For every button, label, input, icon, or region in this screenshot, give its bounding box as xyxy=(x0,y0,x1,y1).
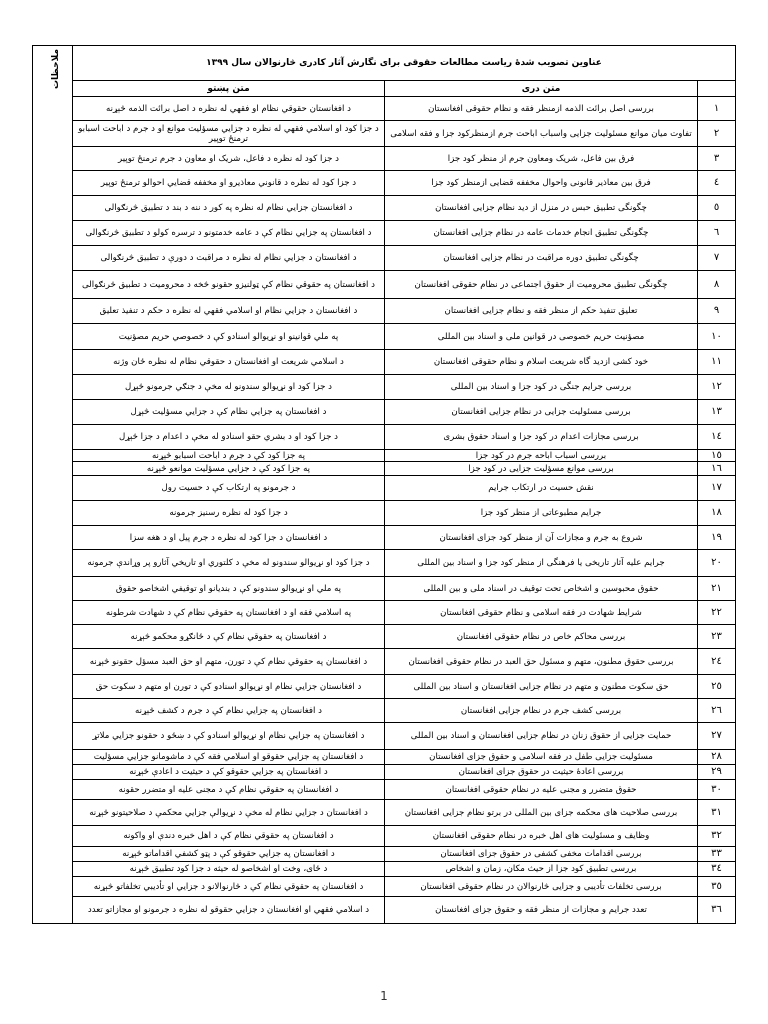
pashto-title-cell: د افغانستان د جزايي نظام او اسلامي فقهي له نظره د حکم د تنفيذ تعليق xyxy=(73,299,385,324)
row-number-cell: ٥ xyxy=(698,196,736,221)
dari-title-cell: شرایط شهادت در فقه اسلامی و نظام حقوقی افغانستان xyxy=(385,601,698,625)
dari-title-cell: بررسی تخلفات تأدیبی و جزایی څارنوالان در نظام حقوقی افغانستان xyxy=(385,877,698,897)
dari-title-cell: بررسی اسباب اباحه جرم در کود جزا xyxy=(385,450,698,462)
table-row xyxy=(33,121,736,147)
pashto-title-cell: د افغانستان په حقوقي نظام کې ټولنيزو حقونو څخه د محروميت د تطبيق څرنګوالی xyxy=(73,271,385,299)
pashto-title-cell: د افغانستان په جزايي نظام کې د جرم د کشف څېړنه xyxy=(73,699,385,723)
table-row xyxy=(33,847,736,862)
pashto-title-cell: د جزا کود او نړيوالو سندونو له مخې د کلتوري او تاريخي آثارو پر وړاندې جرمونه xyxy=(73,550,385,577)
table-row xyxy=(33,625,736,649)
table-row xyxy=(33,476,736,501)
pashto-title-cell: د جزا کود او د بشري حقو اسنادو له مخې د اعدام د جزا څېړل xyxy=(73,425,385,450)
row-number-cell: ۱۸ xyxy=(698,501,736,526)
table-row xyxy=(33,97,736,121)
dari-title-cell: مصؤنیت حریم خصوصی در قوانین ملی و اسناد بین المللی xyxy=(385,324,698,350)
pashto-title-cell: د افغانستان په حقوقي نظام کې د تورن، متهم او حق العبد مسؤل حقونو څېړنه xyxy=(73,649,385,675)
table-row xyxy=(33,171,736,196)
dari-title-cell: بررسی اصل برائت الذمه ازمنظر فقه و نظام حقوقی افغانستان xyxy=(385,97,698,121)
row-number-cell: ۱٦ xyxy=(698,462,736,476)
table-row xyxy=(33,196,736,221)
dari-title-cell: چگونگی تطبیق حبس در منزل از دید نظام جزایی افغانستان xyxy=(385,196,698,221)
pashto-title-cell: د افغانستان په جزايي حقوقو کې د حيثيت د اعادې څېړنه xyxy=(73,765,385,780)
pashto-title-cell: د افغانستان په جزايي حقوقو او اسلامي فقه کې د ماشومانو جزايي مسؤليت xyxy=(73,750,385,765)
dari-title-cell: بررسی اقدامات مخفی کشفی در حقوق جزای افغانستان xyxy=(385,847,698,862)
pashto-title-cell: د افغانستان په حقوقي نظام کې د ځانګړو محکمو څېړنه xyxy=(73,625,385,649)
pashto-title-cell: د ځای، وخت او اشخاصو له حيثه د جزا کود تطبيق څېړنه xyxy=(73,862,385,877)
table-title: عناوین تصویب شدهٔ ریاست مطالعات حقوقی برای نگارش آثار کادری څارنوالان سال ۱۳۹۹ xyxy=(73,46,736,81)
remarks-header: ملاحظات xyxy=(51,48,62,90)
dari-title-cell: بررسی کشف جرم در نظام جزایی افغانستان xyxy=(385,699,698,723)
pashto-title-cell: د افغانستان د جزا کود له نظره د جرم پيل او د هغه سزا xyxy=(73,526,385,550)
pashto-title-cell: په جزا کود کې د جرم د اباحت اسبابو څېړنه xyxy=(73,450,385,462)
row-number-cell: ۲۹ xyxy=(698,765,736,780)
pashto-title-cell: د جزا کود او نړيوالو سندونو له مخې د جنګي جرمونو څېړل xyxy=(73,375,385,400)
dari-title-cell: تعدد جرایم و مجازات از منظر فقه و حقوق جزای افغانستان xyxy=(385,897,698,924)
pashto-title-cell: په جزا کود کې د جزايي مسؤليت موانعو څېړنه xyxy=(73,462,385,476)
table-row xyxy=(33,826,736,847)
dari-title-cell: چگونگی تطبیق محرومیت از حقوق اجتماعی در نظام حقوقی افغانستان xyxy=(385,271,698,299)
table-row xyxy=(33,601,736,625)
table-row xyxy=(33,800,736,826)
table-row xyxy=(33,299,736,324)
row-number-cell: ۲٤ xyxy=(698,649,736,675)
titles-table xyxy=(32,45,736,924)
table-row xyxy=(33,765,736,780)
row-number-cell: ۲۰ xyxy=(698,550,736,577)
table-row xyxy=(33,877,736,897)
dari-title-cell: شروع به جرم و مجازات آن از منظر کود جزای افغانستان xyxy=(385,526,698,550)
row-number-cell: ۱۳ xyxy=(698,400,736,425)
pashto-title-cell: د افغانستان په حقوقي نظام کې د مجنی عليه او متضرر حقونه xyxy=(73,780,385,800)
row-number-cell: ٦ xyxy=(698,221,736,246)
table-row xyxy=(33,400,736,425)
row-number-cell: ۲۸ xyxy=(698,750,736,765)
row-number-cell: ۹ xyxy=(698,299,736,324)
row-number-cell: ۲۲ xyxy=(698,601,736,625)
row-number-cell: ۱۹ xyxy=(698,526,736,550)
dari-title-cell: بررسی صلاحیت های محکمه جزای بین المللی در برتو نظام جزایی افغانستان xyxy=(385,800,698,826)
pashto-title-cell: د جزا کود له نظره رسنيز جرمونه xyxy=(73,501,385,526)
dari-title-cell: بررسی حقوق مطنون، متهم و مسئول حق العبد در نظام حقوقی افغانستان xyxy=(385,649,698,675)
pashto-title-cell: د افغانستان جزايي نظام او نړيوالو اسنادو کې د تورن او متهم د سکوت حق xyxy=(73,675,385,699)
row-number-cell: ۲ xyxy=(698,121,736,147)
row-number-cell: ۱۲ xyxy=(698,375,736,400)
row-number-cell: ۱۱ xyxy=(698,350,736,375)
pashto-title-cell: د افغانستان د جزايي نظام له مخې د نړيوالې جزايي محکمې د صلاحيتونو څېړنه xyxy=(73,800,385,826)
row-number-cell: ۳۰ xyxy=(698,780,736,800)
row-number-cell: ۳٦ xyxy=(698,897,736,924)
table-row xyxy=(33,246,736,271)
dari-title-cell: حق سکوت مطنون و متهم در نظام جزایی افغانستان و اسناد بین المللی xyxy=(385,675,698,699)
dari-title-cell: جرایم علیه آثار تاریخی یا فرهنگی از منظر کود جزا و اسناد بین المللی xyxy=(385,550,698,577)
pashto-title-cell: د اسلامي فقهي او افغانستان د جزايي حقوقو له نظره د جرمونو او مجازاتو تعدد xyxy=(73,897,385,924)
dari-title-cell: حمایت جزایی از حقوق زنان در نظام جزایی افغانستان و اسناد بین المللی xyxy=(385,723,698,750)
document-page xyxy=(32,45,736,924)
table-row xyxy=(33,221,736,246)
dari-title-cell: فرق بین معاذیر قانونی واحوال مخففه قضایی ازمنظر کود جزا xyxy=(385,171,698,196)
table-row xyxy=(33,649,736,675)
pashto-title-cell: د جزا کود له نظره د فاعل، شريک او معاون د جرم ترمنځ توپير xyxy=(73,147,385,171)
dari-title-cell: بررسی اعادهٔ حیثیت در حقوق جزای افغانستان xyxy=(385,765,698,780)
row-number-cell: ۸ xyxy=(698,271,736,299)
page-number: 1 xyxy=(380,989,388,1003)
pashto-column-header: متن پښتو xyxy=(73,81,385,97)
row-number-cell: ۳۱ xyxy=(698,800,736,826)
pashto-title-cell: د افغانستان په جزايي حقوقو کې د پټو کشفي اقداماتو څېړنه xyxy=(73,847,385,862)
row-number-cell: ۲٥ xyxy=(698,675,736,699)
dari-title-cell: چگونگی تطبیق دوره مراقبت در نظام جزایی افغانستان xyxy=(385,246,698,271)
row-number-cell: ۲٦ xyxy=(698,699,736,723)
row-number-cell: ۱٥ xyxy=(698,450,736,462)
table-row xyxy=(33,425,736,450)
row-number-cell: ٤ xyxy=(698,171,736,196)
dari-title-cell: خود کشی ازدید گاه شریعت اسلام و نظام حقوقی افغانستان xyxy=(385,350,698,375)
dari-title-cell: نقش حسیت در ارتکاب جرایم xyxy=(385,476,698,501)
pashto-title-cell: د افغانستان په جزايي نظام کې د جزايي مسؤليت څېړل xyxy=(73,400,385,425)
row-number-cell: ۲۷ xyxy=(698,723,736,750)
dari-title-cell: تعلیق تنفیذ حکم از منظر فقه و نظام جزایی افغانستان xyxy=(385,299,698,324)
row-number-cell: ۳۲ xyxy=(698,826,736,847)
pashto-title-cell: د افغانستان جزايي نظام له نظره په کور د ننه د بند د تطبيق څرنګوالی xyxy=(73,196,385,221)
column-header-row xyxy=(33,81,736,97)
pashto-title-cell: د افغانستان حقوقي نظام او فقهي له نظره د اصل برائت الذمه څېړنه xyxy=(73,97,385,121)
row-number-cell: ۱۰ xyxy=(698,324,736,350)
pashto-title-cell: د افغانستان په حقوقي نظام کې د څارنوالانو د جزايي او تأديبي تخلفاتو څېړنه xyxy=(73,877,385,897)
pashto-title-cell: د افغانستان په جزايي نظام کې د عامه خدمتونو د ترسره کولو د تطبيق څرنګوالی xyxy=(73,221,385,246)
dari-title-cell: مسئولیت جزایی طفل در فقه اسلامی و حقوق جزای افغانستان xyxy=(385,750,698,765)
pashto-title-cell: په ملي قوانينو او نړيوالو اسنادو کې د خصوصي حريم مصؤنيت xyxy=(73,324,385,350)
table-row xyxy=(33,324,736,350)
row-number-cell: ۳۳ xyxy=(698,847,736,862)
dari-title-cell: بررسی محاکم خاص در نظام حقوقی افغانستان xyxy=(385,625,698,649)
dari-title-cell: فرق بین فاعل، شریک ومعاون جرم از منظر کود جزا xyxy=(385,147,698,171)
table-row xyxy=(33,897,736,924)
pashto-title-cell: د افغانستان د جزايي نظام له نظره د مراقبت د دورې د تطبيق څرنګوالی xyxy=(73,246,385,271)
row-number-cell: ۲۳ xyxy=(698,625,736,649)
dari-column-header: متن دری xyxy=(385,81,698,97)
pashto-title-cell: په ملي او نړيوالو سندونو کې د بنديانو او توقيفي اشخاصو حقوق xyxy=(73,577,385,601)
dari-title-cell: حقوق متضرر و مجنی علیه در نظام حقوقی افغانستان xyxy=(385,780,698,800)
dari-title-cell: بررسی تطبیق کود جزا از حیث مکان، زمان و اشخاص xyxy=(385,862,698,877)
pashto-title-cell: د جرمونو په ارتکاب کې د حسيت رول xyxy=(73,476,385,501)
dari-title-cell: بررسی جرایم جنگی در کود جزا و اسناد بین المللی xyxy=(385,375,698,400)
row-number-cell: ۳٥ xyxy=(698,877,736,897)
row-number-cell: ۱ xyxy=(698,97,736,121)
row-number-cell: ۱٤ xyxy=(698,425,736,450)
table-row xyxy=(33,147,736,171)
dari-title-cell: چگونگی تطبیق انجام خدمات عامه در نظام جزایی افغانستان xyxy=(385,221,698,246)
table-row xyxy=(33,501,736,526)
table-row xyxy=(33,271,736,299)
table-row xyxy=(33,699,736,723)
remarks-column xyxy=(33,46,73,924)
dari-title-cell: بررسی موانع مسؤلیت جزایی در کود جزا xyxy=(385,462,698,476)
table-row xyxy=(33,450,736,462)
dari-title-cell: بررسی مجازات اعدام در کود جزا و اسناد حقوق بشری xyxy=(385,425,698,450)
pashto-title-cell: د افغانستان په جزايي نظام او نړيوالو اسنادو کې د ښځو د حقونو جزايي ملاتړ xyxy=(73,723,385,750)
dari-title-cell: جرایم مطبوعاتی از منظر کود جزا xyxy=(385,501,698,526)
pashto-title-cell: د جزا کود له نظره د قانوني معاذيرو او مخففه قضايي احوالو ترمنځ توپير xyxy=(73,171,385,196)
row-number-cell: ۱۷ xyxy=(698,476,736,501)
row-number-cell: ۷ xyxy=(698,246,736,271)
table-row xyxy=(33,550,736,577)
table-row xyxy=(33,526,736,550)
table-row xyxy=(33,750,736,765)
table-row xyxy=(33,723,736,750)
dari-title-cell: تفاوت میان موانع مسئولیت جزایی واسباب اباحت جرم ازمنظرکود جزا و فقه اسلامی xyxy=(385,121,698,147)
row-number-cell: ۳ xyxy=(698,147,736,171)
title-row xyxy=(33,46,736,81)
dari-title-cell: وظایف و مسئولیت های اهل خبره در نظام حقوقی افغانستان xyxy=(385,826,698,847)
table-row xyxy=(33,462,736,476)
table-row xyxy=(33,780,736,800)
row-number-cell: ۳٤ xyxy=(698,862,736,877)
pashto-title-cell: د جزا کود او اسلامي فقهي له نظره د جزايي مسؤليت موانع او د جرم د اباحت اسبابو ترمنځ توپير xyxy=(73,121,385,147)
table-row xyxy=(33,675,736,699)
table-row xyxy=(33,375,736,400)
table-row xyxy=(33,862,736,877)
dari-title-cell: حقوق محبوسین و اشخاص تحت توقیف در اسناد ملی و بین المللی xyxy=(385,577,698,601)
pashto-title-cell: د افغانستان په حقوقي نظام کې د اهل خبره دندې او واکونه xyxy=(73,826,385,847)
pashto-title-cell: د اسلامي شريعت او افغانستان د حقوقي نظام له نظره ځان وژنه xyxy=(73,350,385,375)
pashto-title-cell: په اسلامي فقه او د افغانستان په حقوقي نظام کې د شهادت شرطونه xyxy=(73,601,385,625)
table-row xyxy=(33,577,736,601)
table-row xyxy=(33,350,736,375)
dari-title-cell: بررسی مسئولیت جزایی در نظام جزایی افغانستان xyxy=(385,400,698,425)
row-number-cell: ۲۱ xyxy=(698,577,736,601)
